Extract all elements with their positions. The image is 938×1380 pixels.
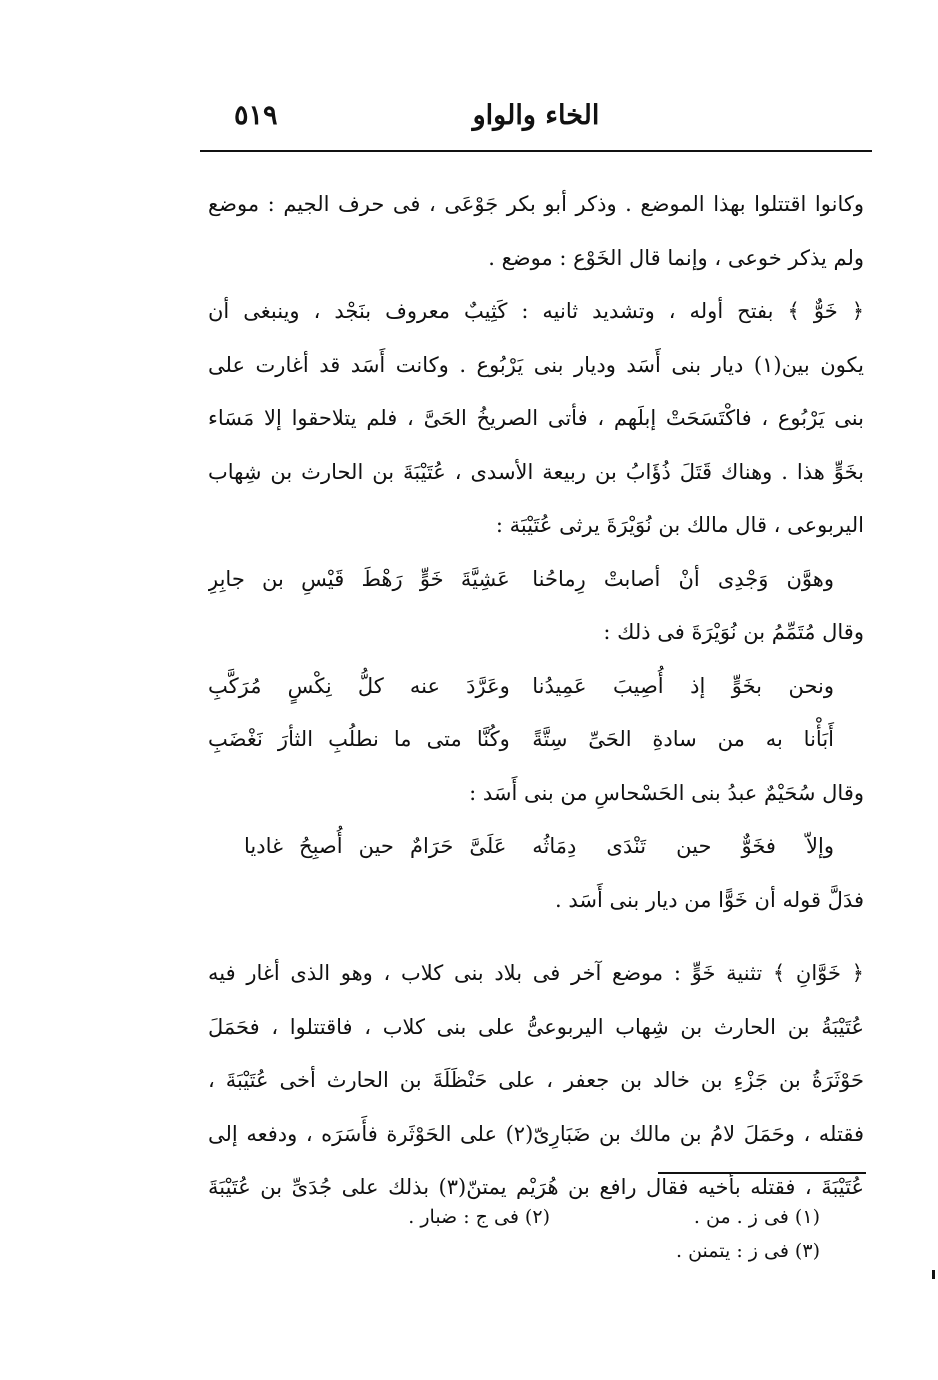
verse-hemistich: ونحن بخَوٍّ إذ أُصِيبَ عَمِيدُنا — [532, 673, 834, 698]
poem-verse — [208, 820, 864, 874]
verse-hemistich: وإلاّ فخَوٌّ حين تَنْدَى دِمَاثُه — [532, 834, 834, 858]
text-line: وقال مُتَمِّمُ بن نُوَيْرَةَ فى ذلك : — [603, 620, 864, 644]
text-line: وقال سُحَيْمٌ عبدُ بنى الحَسْحاسِ من بنى أَسَد : — [469, 780, 864, 805]
text-line: اليربوعى ، قال مالك بن نُوَيْرَةَ يرثى عُتَيْبَة : — [495, 513, 864, 537]
verse-hemistich: أَبَأْنا به من سادةِ الحَىِّ سِتَّةً — [532, 727, 834, 751]
verse-hemistich: وعَرَّدَ عنه كلُّ نِكْسٍ مُرَكَّبِ — [208, 673, 510, 698]
text-line: حَوْثَرَةُ بن جَزْءِ بن خالد بن جعفر ، على حَنْظَلَةَ بن الحارث أخى عُتَيْبَةَ ، — [208, 1068, 864, 1092]
text-line: بنى يَرْبُوع ، فاكْتَسَحَتْ إبلَهم ، فأتى الصريخُ الحَىَّ ، فلم يتلاحقوا إلا مَسَاء — [208, 406, 864, 430]
verse-hemistich: عَشِيَّةَ خَوٍّ رَهْطَ قَيْسِ بن جابِرِ — [208, 566, 510, 591]
verse-hemistich: عَلَىَّ حَرَامٌ حين أُصبِحُ غاديا — [244, 834, 507, 858]
footnote: (١) فى ز . من . — [693, 1206, 820, 1228]
paragraph-gap — [208, 927, 864, 947]
text-line: فدَلَّ قوله أن خَوًّا من ديار بنى أَسَد . — [555, 887, 864, 912]
footnote: (٢) فى ج : ضبار . — [408, 1206, 550, 1228]
page-header-title: الخاء والواو — [472, 100, 600, 131]
margin-mark — [932, 1270, 935, 1279]
poem-verse — [208, 660, 864, 714]
footnote: (٣) فى ز : يتمنن . — [676, 1240, 820, 1262]
text-line: وكانوا اقتتلوا بهذا الموضع . وذكر أبو بكر جَوْعَى ، فى حرف الجيم : موضع — [208, 192, 864, 216]
footnotes — [380, 1200, 820, 1268]
poem-verse — [208, 553, 864, 607]
entry-headword-line: ﴿ خَوٌّ ﴾ بفتح أوله ، وتشديد ثانيه : كَثِيبٌ معروف بنَجْد ، وينبغى أن — [208, 299, 864, 323]
entry-headword-line: ﴿ خَوَّانِ ﴾ تثنية خَوٍّ : موضع آخر فى بلاد بنى كلاب ، وهو الذى أغار فيه — [208, 961, 864, 985]
page-body — [208, 178, 864, 1215]
footnote-row — [380, 1200, 820, 1234]
text-line: عُتَيْبَةَ ، فقتله بأخيه فقال رافع بن هُرَيْم يمتنّ(٣) بذلك على جُدَىِّ بن عُتَيْبَةَ — [208, 1175, 864, 1199]
verse-hemistich: وهوَّن وَجْدِى أنْ أصابتْ رِماحُنا — [532, 566, 834, 591]
poem-verse — [208, 713, 864, 767]
text-line: فقتله ، وحَمَلَ لامُ بن مالك بن ضَبَارِىّ(٢) على الحَوْثَرة فأَسَرَه ، ودفعه إلى — [208, 1121, 864, 1146]
text-line: بخَوٍّ هذا . وهناك قَتَلَ ذُؤَابُ بن ربيعة الأسدى ، عُتَيْبَةَ بن الحارث بن شِهاب — [208, 459, 864, 484]
footnote-rule — [658, 1172, 866, 1174]
page-number: ٥١٩ — [234, 100, 278, 131]
header-rule — [200, 150, 872, 152]
text-line: يكون بين(١) ديار بنى أَسَد وديار بنى يَرْبُوع . وكانت أَسَد قد أغارت على — [208, 352, 864, 377]
footnote-row — [380, 1234, 820, 1268]
text-line: عُتَيْبَةُ بن الحارث بن شِهاب اليربوعىُّ على بنى كلاب ، فاقتتلوا ، فحَمَلَ — [208, 1014, 864, 1039]
running-head — [200, 92, 872, 146]
text-line: ولم يذكر خوعى ، وإنما قال الخَوْع : موضع . — [488, 245, 864, 270]
verse-hemistich: وكُنَّا متى ما نطلُبِ الثأرَ نَغْضَبِ — [208, 727, 510, 751]
